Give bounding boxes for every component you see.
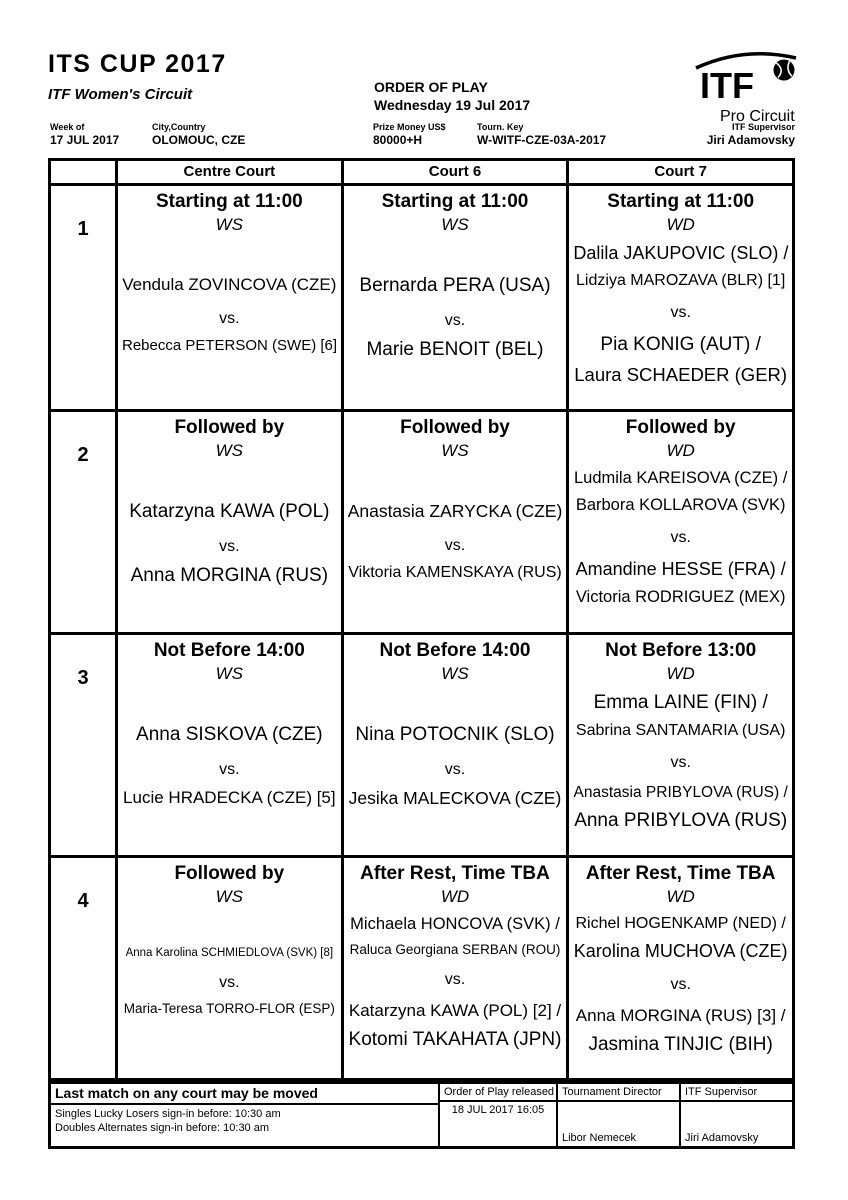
players [573, 461, 788, 630]
player-line: Raluca Georgiana SERBAN (ROU) [349, 942, 561, 957]
players [348, 684, 563, 853]
player-line: Anna Karolina SCHMIEDLOVA (SVK) [8] [125, 947, 334, 959]
event-code: WS [215, 215, 244, 234]
footer-notes [51, 1084, 438, 1146]
play-date: Wednesday 19 Jul 2017 [374, 97, 531, 113]
slot-time: Starting at 11:00 [155, 191, 303, 212]
vs-label: vs. [670, 304, 691, 321]
city-country-value: OLOMOUC, CZE [152, 133, 246, 147]
match-cell [566, 858, 792, 1078]
schedule-row [51, 409, 792, 632]
itf-supervisor-column [679, 1084, 792, 1146]
player-line: Karolina MUCHOVA (CZE) [573, 941, 788, 961]
vs-label: vs. [219, 974, 240, 991]
match-cell [115, 635, 341, 855]
footer-itf-supervisor-value: Jiri Adamovsky [685, 1132, 759, 1144]
player-line: Anna SISKOVA (CZE) [136, 724, 323, 745]
event-code: WS [441, 215, 469, 234]
players [573, 907, 788, 1076]
player-line: Ludmila KAREISOVA (CZE) / [573, 469, 788, 487]
tennis-ball-icon [774, 60, 795, 81]
event-code: WD [666, 215, 695, 234]
vs-label: vs. [219, 310, 240, 327]
slot-time: Followed by [174, 417, 285, 438]
order-released-label: Order of Play released [440, 1084, 556, 1102]
schedule-table [48, 158, 795, 1081]
player-line: Barbora KOLLAROVA (SVK) [575, 496, 786, 514]
player-line: Emma LAINE (FIN) / [593, 692, 768, 713]
event-code: WS [215, 887, 244, 906]
player-line: Viktoria KAMENSKAYA (RUS) [348, 564, 562, 581]
player-line: Maria-Teresa TORRO-FLOR (ESP) [123, 1001, 335, 1016]
match-cell [566, 635, 792, 855]
player-line: Anna PRIBYLOVA (RUS) [574, 810, 788, 831]
player-line: Kotomi TAKAHATA (JPN) [348, 1029, 562, 1050]
players [122, 235, 337, 407]
players [348, 461, 563, 630]
player-line: Dalila JAKUPOVIC (SLO) / [573, 243, 789, 263]
event-code: WS [215, 664, 244, 683]
players [122, 907, 337, 1076]
match-cell [341, 858, 567, 1078]
player-line: Amandine HESSE (FRA) / [575, 559, 786, 579]
match-cell [341, 186, 567, 409]
match-cell [115, 858, 341, 1078]
tournament-director-column [556, 1084, 679, 1146]
last-match-note: Last match on any court may be moved [51, 1084, 438, 1105]
event-code: WD [666, 664, 695, 683]
slot-time: Followed by [400, 417, 510, 438]
corner-cell [51, 161, 115, 183]
prize-money-value: 80000+H [373, 133, 423, 147]
court-header-6: Court 6 [341, 161, 567, 183]
vs-label: vs. [219, 538, 240, 555]
order-of-play-block [374, 78, 530, 114]
player-line: Lidziya MAROZAVA (BLR) [1] [576, 272, 786, 289]
match-cell [566, 186, 792, 409]
pro-circuit-text: Pro Circuit [720, 108, 795, 124]
players [122, 684, 337, 853]
match-cell [341, 635, 567, 855]
player-line: Anastasia ZARYCKA (CZE) [347, 501, 563, 521]
vs-label: vs. [444, 312, 466, 329]
doubles-signin-note: Doubles Alternates sign-in before: 10:30 am [55, 1122, 270, 1134]
week-of-value: 17 JUL 2017 [50, 133, 120, 147]
schedule-row [51, 632, 792, 855]
slot-time: After Rest, Time TBA [585, 863, 776, 884]
itf-supervisor-value: Jiri Adamovsky [706, 133, 795, 147]
event-code: WS [441, 441, 469, 460]
event-code: WS [215, 441, 244, 460]
vs-label: vs. [444, 971, 466, 988]
event-code: WD [440, 887, 470, 906]
court-header-row [51, 161, 792, 186]
row-number: 2 [77, 444, 89, 466]
itf-logo-graphic [694, 42, 806, 124]
order-of-play-label: ORDER OF PLAY [374, 79, 488, 95]
circuit-subtitle: ITF Women's Circuit [48, 86, 193, 103]
player-line: Rebecca PETERSON (SWE) [6] [122, 337, 338, 354]
match-cell [115, 186, 341, 409]
slot-time: Not Before 14:00 [379, 640, 531, 661]
tournament-director-label: Tournament Director [558, 1084, 679, 1102]
schedule-row [51, 855, 792, 1078]
vs-label: vs. [670, 529, 691, 546]
week-of-label: Week of [50, 122, 85, 132]
slot-time: Not Before 14:00 [153, 640, 305, 661]
vs-label: vs. [670, 976, 691, 993]
player-line: Anna MORGINA (RUS) [130, 565, 329, 586]
slot-time: Not Before 13:00 [605, 640, 757, 661]
player-line: Katarzyna KAWA (POL) [129, 501, 330, 522]
player-line: Laura SCHAEDER (GER) [574, 364, 788, 385]
slot-time: Starting at 11:00 [381, 191, 529, 212]
tourn-key-value: W-WITF-CZE-03A-2017 [477, 133, 607, 147]
slot-time: Starting at 11:00 [607, 191, 755, 212]
row-number: 4 [77, 890, 89, 912]
player-line: Richel HOGENKAMP (NED) / [575, 915, 786, 932]
players [573, 684, 788, 853]
player-line: Anna MORGINA (RUS) [3] / [575, 1006, 786, 1025]
footer-table [48, 1081, 795, 1149]
player-line: Lucie HRADECKA (CZE) [5] [123, 788, 336, 807]
schedule-row [51, 186, 792, 409]
player-line: Sabrina SANTAMARIA (USA) [575, 722, 786, 739]
slot-time: After Rest, Time TBA [360, 863, 550, 884]
vs-label: vs. [219, 761, 240, 778]
order-released-value: 18 JUL 2017 16:05 [451, 1104, 545, 1116]
order-released-column [438, 1084, 556, 1146]
vs-label: vs. [444, 537, 466, 554]
player-line: Victoria RODRIGUEZ (MEX) [575, 588, 786, 606]
footer-itf-supervisor-label: ITF Supervisor [681, 1084, 792, 1102]
players [348, 235, 563, 407]
itf-pro-circuit-logo [694, 42, 806, 124]
event-code: WD [666, 441, 695, 460]
city-country-label: City,Country [152, 122, 206, 132]
player-line: Nina POTOCNIK (SLO) [355, 724, 555, 745]
players [348, 907, 563, 1076]
player-line: Bernarda PERA (USA) [359, 275, 551, 296]
match-cell [566, 412, 792, 632]
player-line: Vendula ZOVINCOVA (CZE) [122, 275, 337, 294]
tournament-director-value: Libor Nemecek [562, 1132, 636, 1144]
players [573, 235, 788, 407]
court-header-centre: Centre Court [115, 161, 341, 183]
tournament-title: ITS CUP 2017 [48, 50, 227, 78]
tourn-key-label: Tourn. Key [477, 122, 524, 132]
slot-time: Followed by [174, 863, 285, 884]
signin-notes [51, 1105, 438, 1137]
player-line: Pia KONIG (AUT) / [600, 334, 761, 355]
player-line: Marie BENOIT (BEL) [366, 339, 544, 360]
event-code: WD [666, 887, 695, 906]
match-cell [341, 412, 567, 632]
player-line: Anastasia PRIBYLOVA (RUS) / [573, 784, 788, 801]
singles-signin-note: Singles Lucky Losers sign-in before: 10:30 am [55, 1108, 281, 1120]
player-line: Katarzyna KAWA (POL) [2] / [348, 1001, 562, 1020]
itf-supervisor-label: ITF Supervisor [731, 122, 795, 132]
slot-time: Followed by [625, 417, 736, 438]
court-header-7: Court 7 [566, 161, 792, 183]
prize-money-label: Prize Money US$ [373, 122, 446, 132]
vs-label: vs. [670, 754, 691, 771]
row-number: 1 [77, 218, 89, 240]
player-line: Jesika MALECKOVA (CZE) [348, 788, 562, 808]
player-line: Jasmina TINJIC (BIH) [588, 1034, 773, 1055]
match-cell [115, 412, 341, 632]
players [122, 461, 337, 630]
vs-label: vs. [444, 761, 466, 778]
itf-logo-text: ITF [700, 65, 754, 106]
event-code: WS [441, 664, 469, 683]
player-line: Michaela HONCOVA (SVK) / [350, 915, 560, 933]
row-number: 3 [77, 667, 89, 689]
